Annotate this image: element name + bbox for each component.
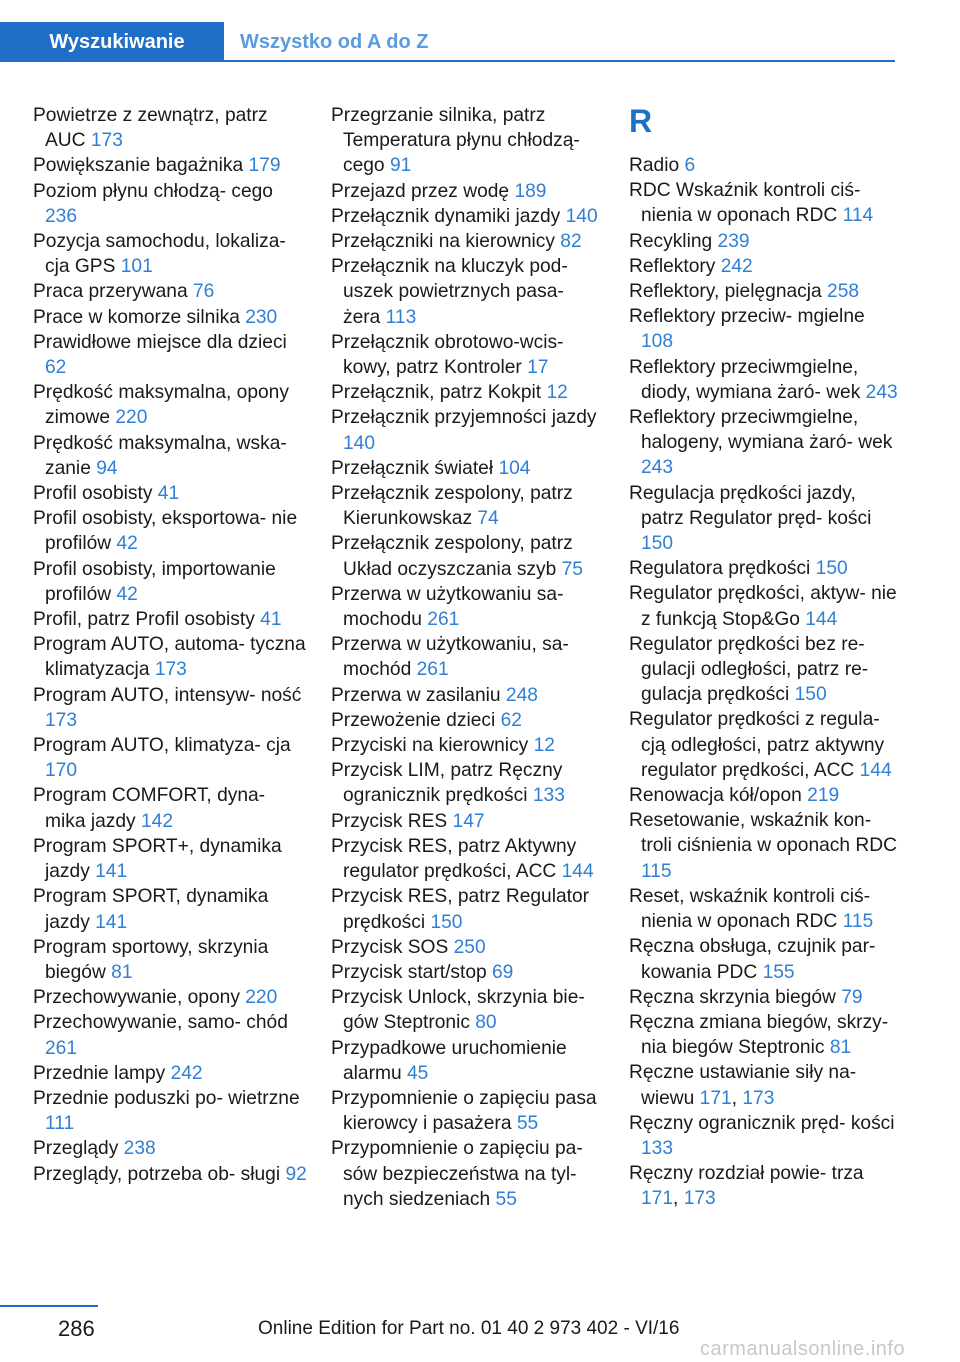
index-entry <box>331 935 606 960</box>
page-link[interactable]: 150 <box>794 684 827 706</box>
index-entry <box>331 683 606 708</box>
entry-text: Radio <box>629 155 680 176</box>
entry-text: Przełącznik świateł <box>331 457 494 479</box>
entry-text: Przerwa w użytkowaniu sa‐ mochodu <box>331 583 564 631</box>
entry-text: Program COMFORT, dyna‐ mika jazdy <box>33 785 266 832</box>
index-entry <box>629 808 901 884</box>
page-link[interactable]: 261 <box>45 1037 78 1059</box>
page-link[interactable]: 261 <box>416 659 449 681</box>
page-link[interactable]: 74 <box>477 508 499 530</box>
index-entry <box>331 1036 606 1086</box>
page-header <box>0 22 895 64</box>
entry-text: Przełącznik dynamiki jazdy <box>331 205 561 227</box>
index-entry <box>629 304 901 354</box>
page-link[interactable]: 219 <box>807 785 840 807</box>
index-entry: Ręczne ustawianie siły na‐ wiewu 171, 173 <box>629 1062 857 1109</box>
page-link[interactable]: 173 <box>154 659 187 681</box>
page-link[interactable]: 55 <box>495 1188 517 1210</box>
page-link[interactable]: 55 <box>516 1113 539 1135</box>
index-entry <box>629 632 901 708</box>
index-entry <box>629 581 901 631</box>
entry-text: Regulatora prędkości <box>629 558 811 580</box>
entry-text: Program SPORT+, dynamika jazdy <box>33 835 282 883</box>
page-link[interactable]: 104 <box>498 457 531 479</box>
index-entry <box>629 1010 901 1060</box>
page-link[interactable]: 141 <box>95 861 128 883</box>
entry-text: Prawidłowe miejsce dla dzieci <box>33 331 287 353</box>
entry-text: Przypomnienie o zapięciu pa‐ sów bezpieczeństwa na tyl‐ nych siedzeniach <box>331 1138 583 1210</box>
tab-label: Wszystko od A do Z <box>240 30 429 53</box>
entry-text: Przełączniki na kierownicy <box>331 231 555 253</box>
page-link[interactable]: 80 <box>475 1012 497 1034</box>
entry-text: Przełącznik, patrz Kokpit <box>331 382 542 404</box>
page-link[interactable]: 144 <box>561 861 594 883</box>
entry-text: Ręczne ustawianie siły na‐ wiewu <box>629 1062 857 1109</box>
tab-wszystko-od-a-do-z[interactable] <box>240 22 429 62</box>
page-link[interactable]: 101 <box>120 256 153 278</box>
tab-label: Wyszukiwanie <box>49 30 185 53</box>
entry-text: Przewożenie dzieci <box>331 709 496 731</box>
index-entry <box>331 758 606 808</box>
page-link[interactable]: 220 <box>115 407 148 429</box>
entry-text: Przycisk start/stop <box>331 961 487 983</box>
page-link[interactable]: 239 <box>717 230 750 252</box>
watermark: carmanualsonline.info <box>700 1338 906 1360</box>
entry-text: Przerwa w zasilaniu <box>331 684 501 706</box>
entry-text: Regulator prędkości z regula‐ cją odległości, patrz aktywny regulator prędkości, ACC <box>629 709 885 781</box>
index-entry <box>33 733 308 783</box>
index-entry <box>33 330 308 380</box>
entry-text: Przejazd przez wodę <box>331 180 510 202</box>
index-entry <box>331 1136 606 1212</box>
entry-text: Przednie poduszki po‐ wietrzne <box>33 1087 300 1109</box>
entry-text: Przypadkowe uruchomienie alarmu <box>331 1037 567 1084</box>
entry-text: Ręczna obsługa, czujnik par‐ kowania PDC <box>629 936 876 983</box>
page-link[interactable]: 242 <box>170 1062 203 1084</box>
index-column-1 <box>33 103 308 1187</box>
index-entry <box>33 1061 308 1086</box>
tab-wyszukiwanie[interactable] <box>0 22 224 62</box>
page-link[interactable]: 92 <box>285 1163 307 1185</box>
index-entry <box>33 380 308 430</box>
page-link[interactable]: 91 <box>389 155 412 177</box>
entry-text: Przyciski na kierownicy <box>331 735 529 757</box>
entry-text: Reflektory przeciw‐ mgielne <box>629 306 865 328</box>
index-entry <box>331 708 606 733</box>
entry-text: Regulator prędkości, aktyw‐ nie z funkcją Stop&Go <box>629 583 897 630</box>
index-entry <box>629 229 901 254</box>
entry-text: Program AUTO, klimatyza‐ cja <box>33 735 291 757</box>
page-link[interactable]: 94 <box>96 457 118 479</box>
index-entry <box>629 254 901 279</box>
entry-text: Przeglądy <box>33 1138 119 1160</box>
page-number: 286 <box>58 1316 95 1341</box>
entry-text: Profil, patrz Profil osobisty <box>33 609 255 631</box>
entry-text: Przednie lampy <box>33 1062 166 1084</box>
index-entry <box>33 607 308 632</box>
index-entry <box>331 380 606 405</box>
page-link[interactable]: 243 <box>865 381 898 403</box>
page-link[interactable]: 17 <box>527 357 549 379</box>
entry-text: Reflektory przeciwmgielne, diody, wymiana żaró‐ wek <box>629 356 861 403</box>
entry-text: Przycisk LIM, patrz Ręczny ogranicznik prędkości <box>331 760 563 807</box>
page-link[interactable]: 115 <box>842 911 874 933</box>
entry-text: Przycisk Unlock, skrzynia bie‐ gów Steptronic <box>331 987 585 1034</box>
entry-text: Recykling <box>629 230 713 252</box>
index-entry <box>331 103 606 179</box>
entry-text: Program AUTO, intensyw‐ ność <box>33 684 302 706</box>
index-entry <box>331 834 606 884</box>
page-link[interactable]: 250 <box>453 936 486 958</box>
entry-text: Reflektory, pielęgnacja <box>629 281 822 303</box>
page-link[interactable]: 173 <box>45 709 78 731</box>
entry-text: Reflektory <box>629 255 716 277</box>
entry-text: Pozycja samochodu, lokaliza‐ cja GPS <box>33 231 286 278</box>
index-entry <box>629 481 901 557</box>
page-link[interactable]: 41 <box>260 609 282 631</box>
index-entry <box>33 481 308 506</box>
page-link[interactable]: 236 <box>45 205 78 227</box>
entry-text: Przełącznik zespolony, patrz Układ oczyszczania szyb <box>331 533 573 580</box>
page-link[interactable]: 179 <box>248 155 281 177</box>
page-link[interactable]: 144 <box>805 608 838 630</box>
page-link[interactable]: 220 <box>245 987 278 1009</box>
entry-text: Renowacja kół/opon <box>629 785 802 807</box>
index-entry <box>33 985 308 1010</box>
entry-text: Program sportowy, skrzynia biegów <box>33 936 269 983</box>
index-entry <box>331 884 606 934</box>
index-entry <box>629 707 901 783</box>
page-link[interactable]: 155 <box>762 961 795 983</box>
entry-text: Przełącznik na kluczyk pod‐ uszek powietrznych pasa‐ żera <box>331 256 568 328</box>
page-link[interactable]: 171 <box>699 1087 732 1109</box>
page-link[interactable]: 150 <box>815 558 848 580</box>
index-entry <box>33 834 308 884</box>
entry-text: Prędkość maksymalna, wska‐ zanie <box>33 432 287 479</box>
page-link[interactable]: 173 <box>742 1087 775 1109</box>
index-entry <box>331 582 606 632</box>
page-link[interactable]: 113 <box>385 306 417 328</box>
page-link[interactable]: 147 <box>452 810 485 832</box>
entry-text: Przechowywanie, opony <box>33 987 240 1009</box>
entry-text: Profil osobisty, eksportowa‐ nie profilów <box>33 508 298 555</box>
index-entry <box>33 783 308 833</box>
entry-text: Poziom płynu chłodzą‐ cego <box>33 180 273 202</box>
entry-text: Ręczna zmiana biegów, skrzy‐ nia biegów Steptronic <box>629 1011 889 1059</box>
entry-text: Reflektory przeciwmgielne, halogeny, wymiana żaró‐ wek <box>629 407 893 454</box>
index-entry <box>33 1136 308 1161</box>
entry-text: Prace w komorze silnika <box>33 306 240 328</box>
index-entry <box>33 279 308 304</box>
page-link[interactable]: 140 <box>343 432 376 454</box>
index-entry <box>331 330 606 380</box>
entry-text: Przycisk RES <box>331 810 448 832</box>
page-link[interactable]: 142 <box>140 810 173 832</box>
page-link[interactable]: 189 <box>514 180 547 202</box>
index-entry <box>629 355 901 405</box>
index-entry <box>629 783 901 808</box>
entry-text: Reset, wskaźnik kontroli ciś‐ nienia w oponach RDC <box>629 885 870 933</box>
page-link[interactable]: 261 <box>427 609 460 631</box>
entry-text: Przypomnienie o zapięciu pasa kierowcy i pasażera <box>331 1087 597 1135</box>
entry-text: Prędkość maksymalna, opony zimowe <box>33 382 289 429</box>
index-entry <box>331 733 606 758</box>
page-link[interactable]: 76 <box>192 281 215 303</box>
index-entry <box>33 431 308 481</box>
section-letter: R <box>629 103 653 139</box>
index-entry <box>33 506 308 556</box>
index-entry <box>331 456 606 481</box>
entry-text: Przechowywanie, samo‐ chód <box>33 1012 288 1034</box>
page-link[interactable]: 133 <box>532 785 565 807</box>
page-link[interactable]: 81 <box>111 961 133 983</box>
index-entry <box>33 305 308 330</box>
index-entry <box>629 405 901 481</box>
page-link[interactable]: 75 <box>561 558 583 580</box>
page-link[interactable]: 79 <box>841 986 863 1008</box>
page-link[interactable]: 258 <box>827 281 860 303</box>
page-link[interactable]: 238 <box>123 1138 156 1160</box>
page-link[interactable]: 12 <box>546 382 568 404</box>
entry-text: Przegrzanie silnika, patrz Temperatura płynu chłodzą‐ cego <box>331 105 580 177</box>
page-link[interactable]: 41 <box>157 483 180 505</box>
entry-text: Ręczny rozdział powie‐ trza <box>629 1163 864 1185</box>
index-entry: Ręczny rozdział powie‐ trza 171, 173 <box>629 1163 864 1210</box>
index-entry <box>331 960 606 985</box>
page-link[interactable]: 82 <box>560 231 582 253</box>
page-link[interactable]: 115 <box>641 860 672 882</box>
index-entry <box>331 809 606 834</box>
page-link[interactable]: 140 <box>565 205 598 227</box>
index-entry <box>33 884 308 934</box>
index-entry <box>33 229 308 279</box>
entry-text: Resetowanie, wskaźnik kon‐ troli ciśnienia w oponach RDC <box>629 810 897 857</box>
index-entry <box>331 204 606 229</box>
page-link[interactable]: 69 <box>492 961 514 983</box>
page-link[interactable]: 248 <box>505 684 538 706</box>
entry-text: Przycisk RES, patrz Regulator prędkości <box>331 886 590 933</box>
entry-text: Praca przerywana <box>33 281 188 303</box>
page-link[interactable]: 150 <box>430 911 463 933</box>
index-entry <box>33 1010 308 1060</box>
page-link[interactable]: 42 <box>116 533 138 555</box>
index-entry <box>33 1086 308 1136</box>
index-entry <box>33 1162 308 1187</box>
page-link[interactable]: 114 <box>842 205 874 227</box>
header-divider <box>0 60 895 62</box>
index-entry <box>629 178 901 228</box>
entry-text: Regulacja prędkości jazdy, patrz Regulator pręd‐ kości <box>629 482 872 529</box>
index-entry <box>33 683 308 733</box>
index-entry <box>331 1086 606 1136</box>
page-link[interactable]: 242 <box>720 255 753 277</box>
page-link[interactable]: 81 <box>829 1037 852 1059</box>
page-link[interactable]: 111 <box>45 1113 75 1135</box>
page-link[interactable]: 141 <box>95 911 128 933</box>
entry-text: RDC Wskaźnik kontroli ciś‐ nienia w oponach RDC <box>629 180 861 227</box>
index-entry <box>331 531 606 581</box>
index-entry <box>629 1111 901 1161</box>
footer-divider <box>0 1305 98 1307</box>
entry-text: Profil osobisty <box>33 483 153 505</box>
index-entry <box>331 632 606 682</box>
page-link[interactable]: 243 <box>641 457 674 479</box>
page-link[interactable]: 62 <box>500 709 522 731</box>
page-link[interactable]: 144 <box>859 759 892 781</box>
edition-info: Online Edition for Part no. 01 40 2 973 402 - VI/16 <box>258 1318 680 1339</box>
page-link[interactable]: 170 <box>45 760 78 782</box>
page-link[interactable]: 62 <box>45 357 67 379</box>
page-link[interactable]: 171 <box>641 1188 674 1210</box>
entry-text: Przycisk RES, patrz Aktywny regulator prędkości, ACC <box>331 835 577 883</box>
index-entry <box>33 632 308 682</box>
index-entry <box>33 179 308 229</box>
index-entry <box>331 985 606 1035</box>
page-link[interactable]: 133 <box>641 1137 674 1159</box>
entry-text: Przerwa w użytkowaniu, sa‐ mochód <box>331 634 569 681</box>
index-entry <box>331 405 606 455</box>
page-link[interactable]: 173 <box>683 1188 716 1210</box>
entry-text: Ręczna skrzynia biegów <box>629 986 836 1008</box>
index-entry <box>33 153 308 178</box>
entry-text: Powiększanie bagażnika <box>33 155 244 177</box>
entry-text: Powietrze z zewnątrz, patrz AUC <box>33 105 268 152</box>
entry-text: Ręczny ogranicznik pręd‐ kości <box>629 1112 895 1134</box>
index-entry <box>331 481 606 531</box>
index-entry <box>629 934 901 984</box>
entry-text: Przełącznik przyjemności jazdy <box>331 407 597 429</box>
index-entry <box>33 103 308 153</box>
page-link[interactable]: 45 <box>407 1062 429 1084</box>
entry-text: Program AUTO, automa‐ tyczna klimatyzacja <box>33 634 306 681</box>
page-link[interactable]: 42 <box>116 583 138 605</box>
index-column-2 <box>331 103 606 1212</box>
index-entry <box>629 153 901 178</box>
index-entry <box>629 556 901 581</box>
page-link[interactable]: 230 <box>245 306 278 328</box>
entry-text: Regulator prędkości bez re‐ gulacji odległości, patrz re‐ gulacja prędkości <box>629 633 869 706</box>
page-link[interactable]: 12 <box>533 735 555 757</box>
index-entry <box>33 935 308 985</box>
entry-text: Program SPORT, dynamika jazdy <box>33 886 269 933</box>
index-column-3 <box>629 103 901 1212</box>
page-link[interactable]: 6 <box>684 155 696 176</box>
index-entry <box>629 884 901 934</box>
index-entry <box>629 279 901 304</box>
entry-text: Przeglądy, potrzeba ob‐ sługi <box>33 1163 281 1185</box>
page-link[interactable]: 150 <box>641 533 674 555</box>
index-entry <box>331 229 606 254</box>
page-link[interactable]: 173 <box>90 130 123 152</box>
index-entry <box>629 985 901 1010</box>
index-entry <box>33 557 308 607</box>
index-entry <box>331 179 606 204</box>
entry-text: Profil osobisty, importowanie profilów <box>33 558 276 605</box>
entry-text: Przycisk SOS <box>331 936 449 958</box>
page-link[interactable]: 108 <box>641 331 674 353</box>
entry-text: Przełącznik obrotowo-wcis‐ kowy, patrz Kontroler <box>331 331 564 379</box>
entry-text: Przełącznik zespolony, patrz Kierunkowskaz <box>331 483 573 530</box>
index-entry <box>331 254 606 330</box>
